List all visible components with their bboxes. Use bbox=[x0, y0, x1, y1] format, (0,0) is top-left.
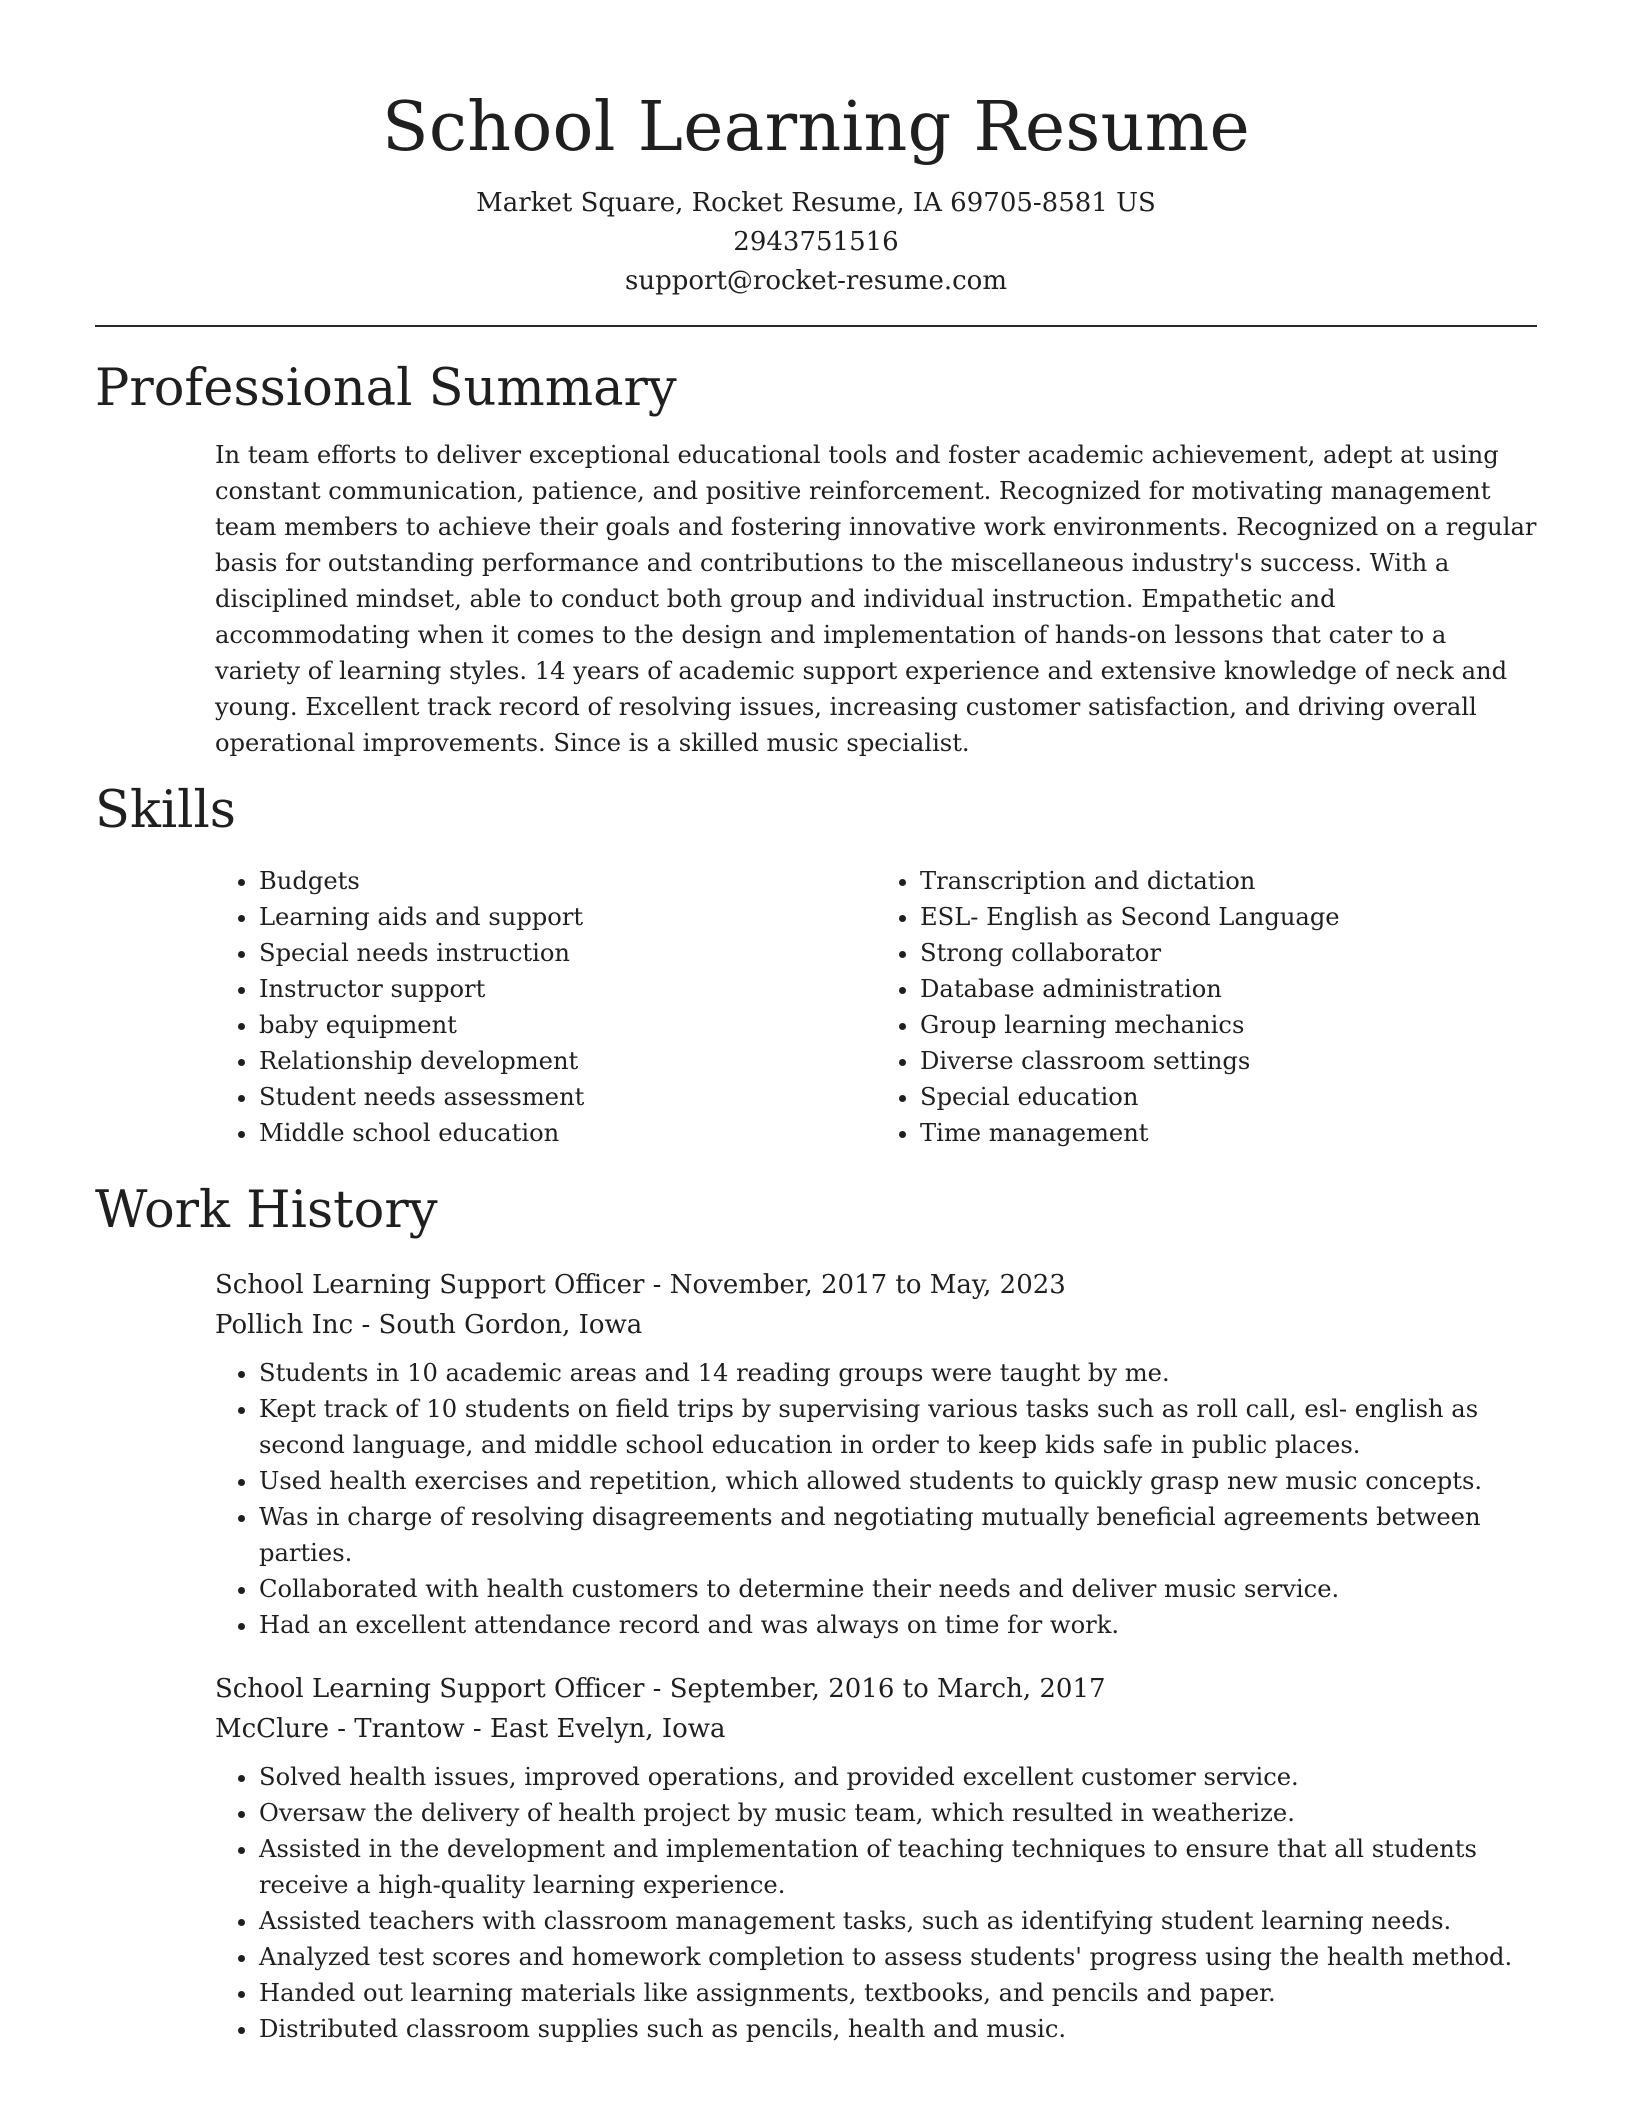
job-bullet: • Assisted in the development and implementation of teaching techniques to ensure that all students receive a high-quality learning experience. bbox=[259, 1831, 1537, 1903]
job-bullet: • Students in 10 academic areas and 14 reading groups were taught by me. bbox=[259, 1355, 1537, 1391]
skill-item: • Special needs instruction bbox=[259, 935, 876, 971]
skills-section bbox=[95, 779, 1537, 1151]
job-bullets bbox=[215, 1759, 1537, 2047]
skill-item: • Learning aids and support bbox=[259, 899, 876, 935]
job-bullet: • Had an excellent attendance record and was always on time for work. bbox=[259, 1607, 1537, 1643]
skill-item: • baby equipment bbox=[259, 1007, 876, 1043]
skill-item: • Database administration bbox=[920, 971, 1537, 1007]
contact-email: support@rocket-resume.com bbox=[624, 266, 1007, 296]
job-bullet: • Kept track of 10 students on field trips by supervising various tasks such as roll call, esl- english as second language, and middle school education in order to keep kids safe in public places. bbox=[259, 1391, 1537, 1463]
resume-title: School Learning Resume bbox=[381, 88, 1251, 167]
job-bullet: • Oversaw the delivery of health project by music team, which resulted in weatherize. bbox=[259, 1795, 1537, 1831]
skills-list-left bbox=[215, 863, 876, 1151]
summary-text: In team efforts to deliver exceptional educational tools and foster academic achievement, adept at using constant communication, patience, and positive reinforcement. Recognized for motivating management team members to achieve their goals and fostering innovative work environments. Recognized on a regular basis for outstanding performance and contributions to the miscellaneous industry's success. With a disciplined mindset, able to conduct both group and individual instruction. Empathetic and accommodating when it comes to the design and implementation of hands-on lessons that cater to a variety of learning styles. 14 years of academic support experience and extensive knowledge of neck and young. Excellent track record of resolving issues, increasing customer satisfaction, and driving overall operational improvements. Since is a skilled music specialist. bbox=[215, 441, 1537, 757]
job-bullet: • Solved health issues, improved operations, and provided excellent customer service. bbox=[259, 1759, 1537, 1795]
resume-page bbox=[95, 0, 1537, 2047]
summary-heading: Professional Summary bbox=[95, 359, 677, 418]
job-bullets bbox=[215, 1355, 1537, 1643]
job-bullet: • Collaborated with health customers to determine their needs and deliver music service. bbox=[259, 1571, 1537, 1607]
skill-item: • Budgets bbox=[259, 863, 876, 899]
job-title-line: School Learning Support Officer - September, 2016 to March, 2017 bbox=[215, 1674, 1106, 1704]
job-bullet: • Was in charge of resolving disagreements and negotiating mutually beneficial agreements between parties. bbox=[259, 1499, 1537, 1571]
job-bullet: • Distributed classroom supplies such as pencils, health and music. bbox=[259, 2011, 1537, 2047]
job-title-line: School Learning Support Officer - November, 2017 to May, 2023 bbox=[215, 1270, 1066, 1300]
job-bullet: • Used health exercises and repetition, which allowed students to quickly grasp new music concepts. bbox=[259, 1463, 1537, 1499]
job-bullet: • Handed out learning materials like assignments, textbooks, and pencils and paper. bbox=[259, 1975, 1537, 2011]
skill-item: • Time management bbox=[920, 1115, 1537, 1151]
contact-phone: 2943751516 bbox=[733, 227, 899, 257]
skill-item: • Special education bbox=[920, 1079, 1537, 1115]
skill-item: • Relationship development bbox=[259, 1043, 876, 1079]
work-history-heading: Work History bbox=[95, 1181, 438, 1240]
skills-columns bbox=[215, 863, 1537, 1151]
job-company-line: Pollich Inc - South Gordon, Iowa bbox=[215, 1310, 643, 1340]
skill-item: • ESL- English as Second Language bbox=[920, 899, 1537, 935]
skill-item: • Middle school education bbox=[259, 1115, 876, 1151]
job-entry bbox=[215, 1669, 1537, 2047]
work-history-section bbox=[95, 1179, 1537, 2047]
header-divider bbox=[95, 325, 1537, 327]
job-bullet: • Analyzed test scores and homework completion to assess students' progress using the health method. bbox=[259, 1939, 1537, 1975]
job-company-line: McClure - Trantow - East Evelyn, Iowa bbox=[215, 1714, 726, 1744]
skills-list-right bbox=[876, 863, 1537, 1151]
skill-item: • Student needs assessment bbox=[259, 1079, 876, 1115]
skill-item: • Transcription and dictation bbox=[920, 863, 1537, 899]
skill-item: • Diverse classroom settings bbox=[920, 1043, 1537, 1079]
resume-header bbox=[95, 0, 1537, 301]
summary-section bbox=[95, 357, 1537, 761]
skill-item: • Group learning mechanics bbox=[920, 1007, 1537, 1043]
skills-heading: Skills bbox=[95, 781, 236, 840]
contact-block bbox=[95, 184, 1537, 301]
job-entry bbox=[215, 1265, 1537, 1643]
job-bullet: • Assisted teachers with classroom management tasks, such as identifying student learning needs. bbox=[259, 1903, 1537, 1939]
contact-address: Market Square, Rocket Resume, IA 69705-8581 US bbox=[476, 188, 1156, 218]
skill-item: • Instructor support bbox=[259, 971, 876, 1007]
skill-item: • Strong collaborator bbox=[920, 935, 1537, 971]
